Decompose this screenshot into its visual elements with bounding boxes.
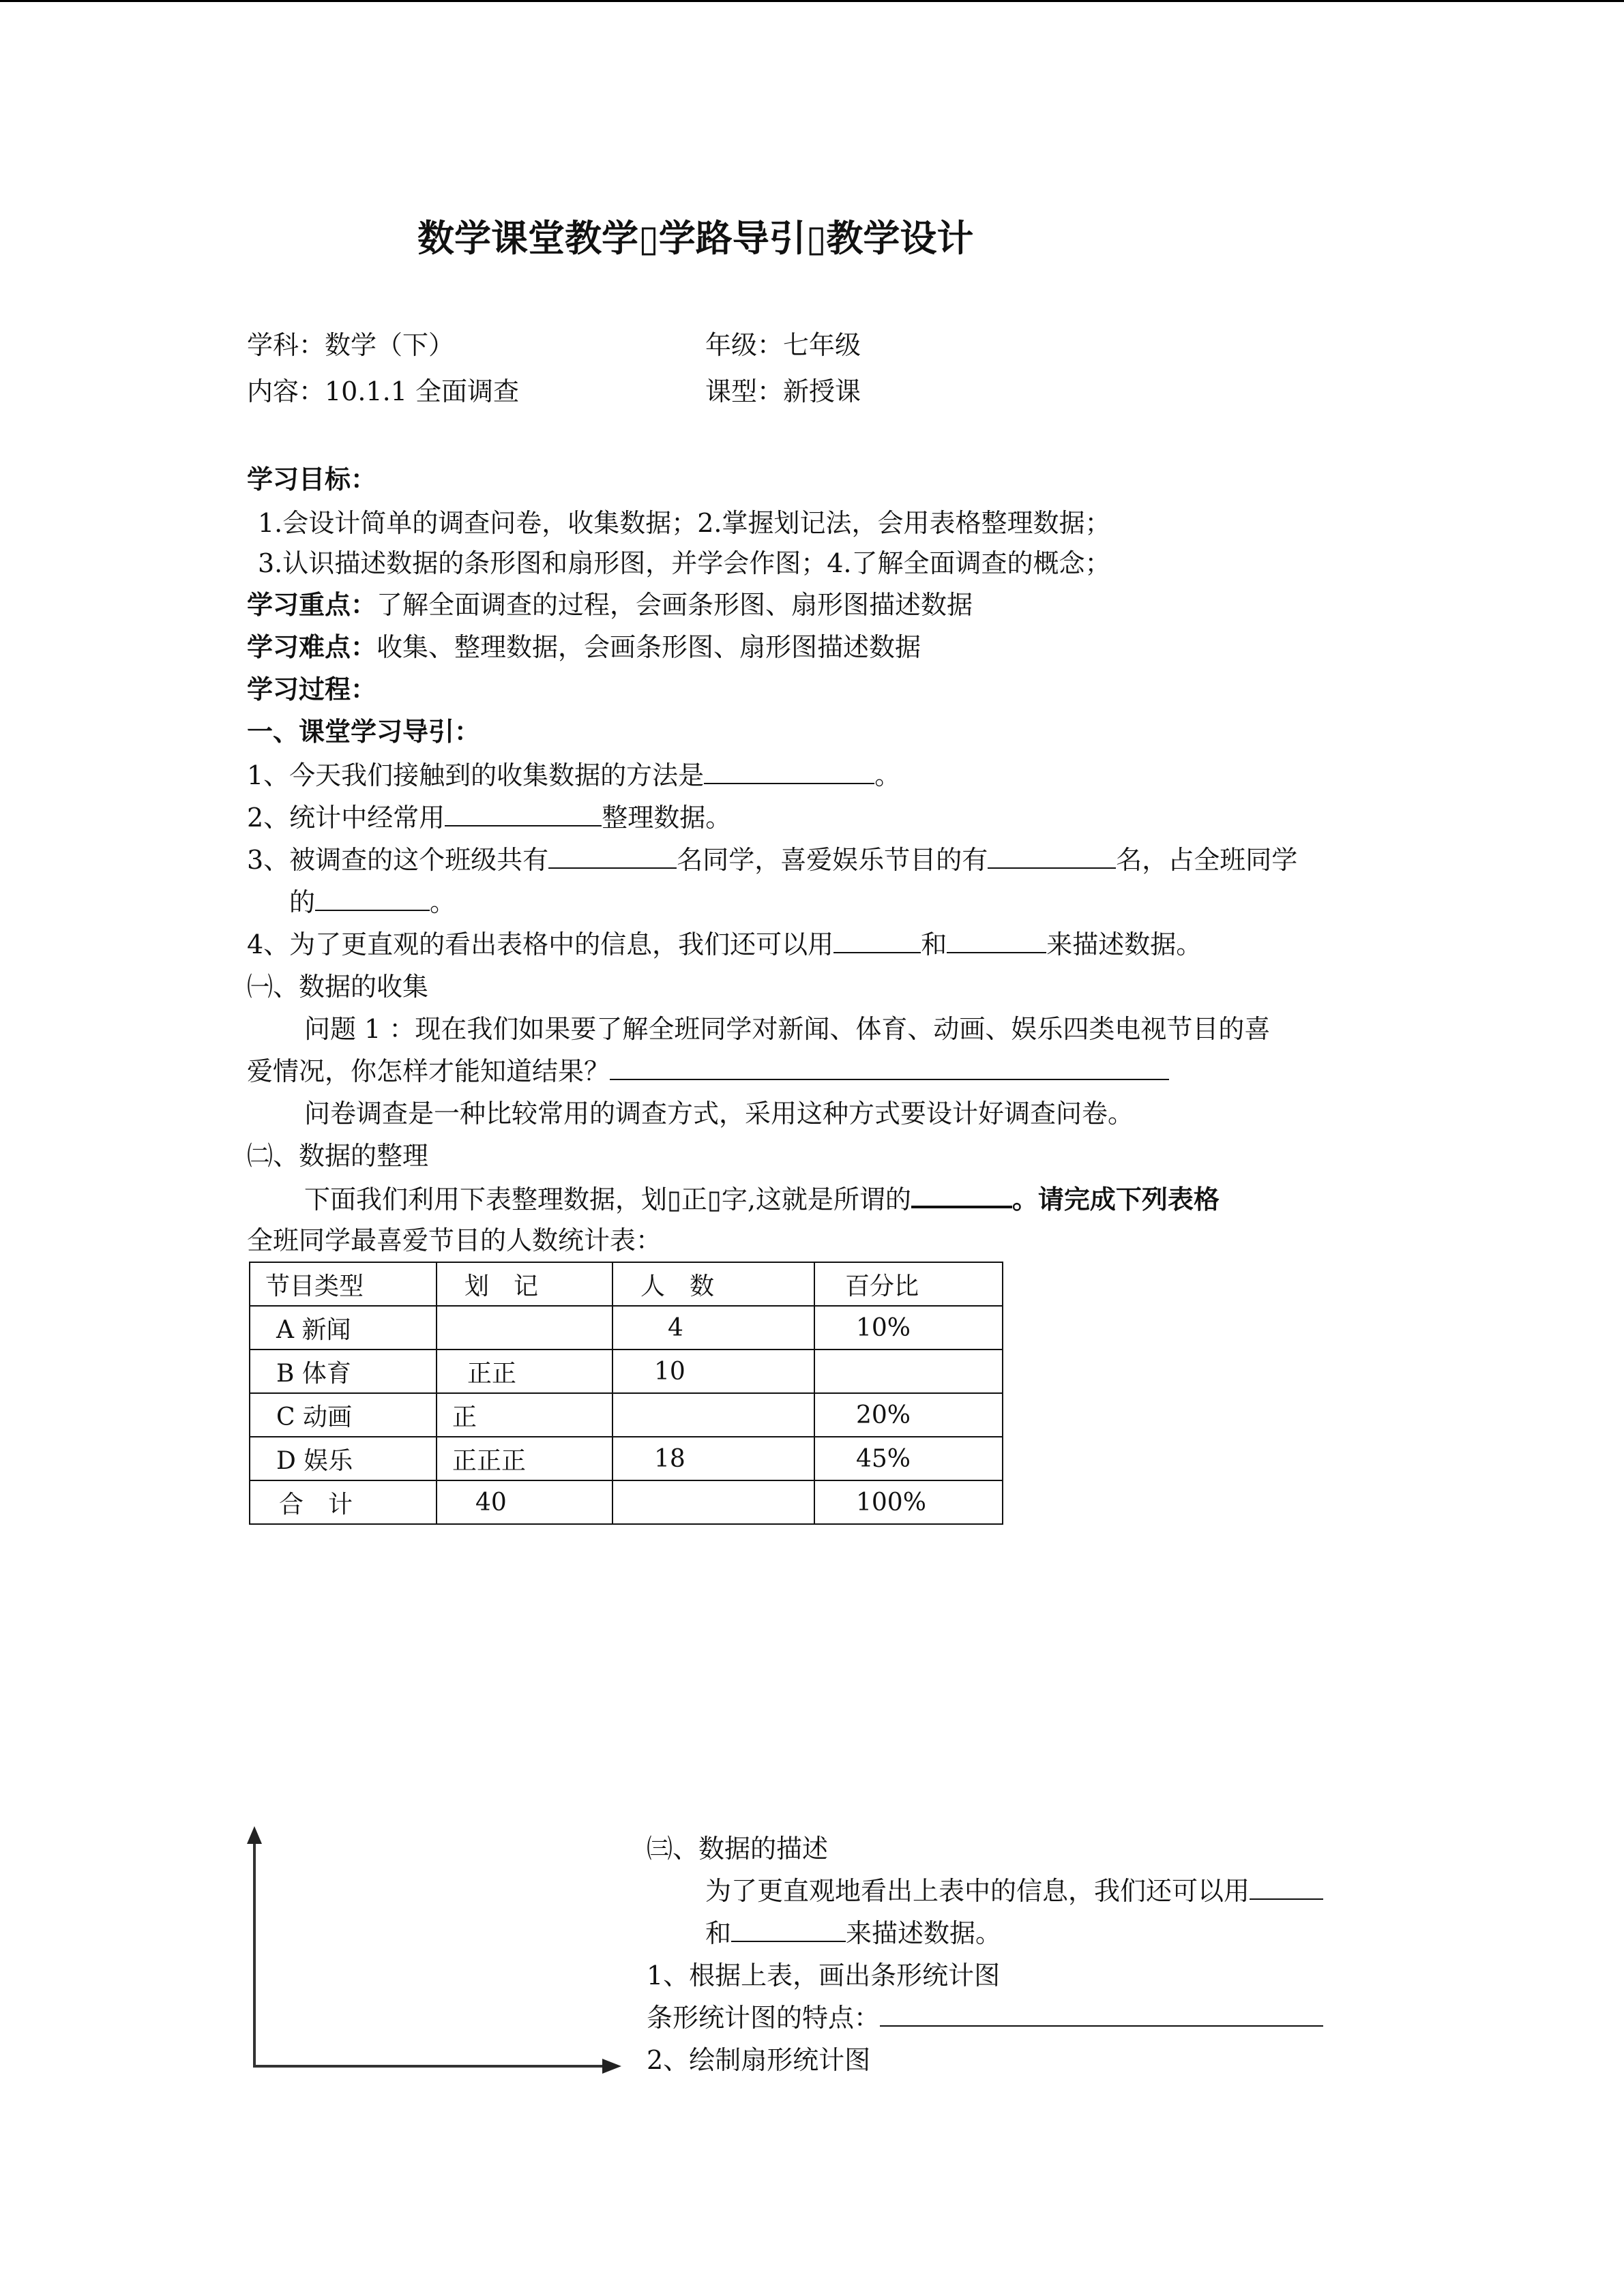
y-axis-arrow-icon xyxy=(247,1826,262,1844)
key-point-text: 了解全面调查的过程，会画条形图、扇形图描述数据 xyxy=(377,590,973,620)
problem-1-answer-blank[interactable] xyxy=(610,1058,1169,1080)
objectives-line-2: 3.认识描述数据的条形图和扇形图，并学会作图；4.了解全面调查的概念； xyxy=(258,548,1111,578)
grade-label: 年级：七年级 xyxy=(705,330,861,360)
subsection-2-heading: ㈡、数据的整理 xyxy=(247,1141,429,1171)
task-pie-chart: 2、绘制扇形统计图 xyxy=(647,2045,871,2075)
key-point-label: 学习重点： xyxy=(247,589,377,620)
question-4: 4、为了更直观的看出表格中的信息，我们还可以用 和 来描述数据。 xyxy=(247,929,1202,959)
top-border xyxy=(0,0,1624,2)
difficulty-text: 收集、整理数据，会画条形图、扇形图描述数据 xyxy=(377,632,921,662)
task-bar-chart: 1、根据上表，画出条形统计图 xyxy=(647,1960,1001,1991)
tally-method-blank[interactable] xyxy=(911,1185,1012,1208)
subsection-3-heading: ㈢、数据的描述 xyxy=(647,1834,829,1864)
tally-intro: 下面我们利用下表整理数据，划▯正▯字,这就是所谓的 。请完成下列表格 xyxy=(304,1184,1220,1214)
x-axis-arrow-icon xyxy=(602,2059,621,2074)
subsection-1-heading: ㈠、数据的收集 xyxy=(247,972,429,1002)
program-stats-table xyxy=(249,1262,1003,1525)
question-2: 2、统计中经常用 整理数据。 xyxy=(247,803,732,833)
objectives-heading: 学习目标： xyxy=(247,464,377,494)
page-title: 数学课堂教学▯学路导引▯教学设计 xyxy=(417,216,974,260)
description-line-2: 和 来描述数据。 xyxy=(705,1918,1002,1948)
table-caption: 全班同学最喜爱节目的人数统计表： xyxy=(247,1225,662,1255)
table-row: D 娱乐 正正正 18 45% xyxy=(250,1437,1003,1480)
difficulty-label: 学习难点： xyxy=(247,631,377,662)
survey-note: 问卷调查是一种比较常用的调查方式，采用这种方式要设计好调查问卷。 xyxy=(304,1099,1134,1129)
features-blank[interactable] xyxy=(880,2005,1323,2027)
answer-blank-3b[interactable] xyxy=(988,847,1116,869)
table-header-cell: 百分比 xyxy=(814,1262,1003,1306)
table-row: C 动画 正 20% xyxy=(250,1393,1003,1437)
lesson-type-label: 课型：新授课 xyxy=(705,376,861,406)
description-blank-2[interactable] xyxy=(731,1920,846,1942)
question-1: 1、今天我们接触到的收集数据的方法是 。 xyxy=(247,760,901,790)
key-point xyxy=(247,589,973,620)
problem-1-line-2: 爱情况，你怎样才能知道结果？ xyxy=(247,1058,1169,1084)
section-1-heading: 一、课堂学习导引： xyxy=(247,716,481,747)
answer-blank-4b[interactable] xyxy=(947,931,1046,953)
answer-blank-3c[interactable] xyxy=(315,889,430,911)
table-header-row xyxy=(250,1262,1003,1306)
table-header-cell: 划 记 xyxy=(437,1262,612,1306)
table-row: A 新闻 4 10% xyxy=(250,1306,1003,1350)
difficulty xyxy=(247,631,921,662)
answer-blank-3a[interactable] xyxy=(548,847,677,869)
blank-bar-chart-axes xyxy=(242,1821,624,2107)
table-row: B 体育 正正 10 xyxy=(250,1350,1003,1393)
table-header-cell: 人 数 xyxy=(612,1262,814,1306)
table-header-cell: 节目类型 xyxy=(250,1262,437,1306)
question-3-cont: 的 。 xyxy=(289,887,456,917)
objectives-line-1: 1.会设计简单的调查问卷，收集数据；2.掌握划记法，会用表格整理数据； xyxy=(258,508,1111,538)
description-line-1: 为了更直观地看出上表中的信息，我们还可以用 xyxy=(705,1878,1323,1904)
content-label: 内容：10.1.1 全面调查 xyxy=(247,376,519,406)
answer-blank-2[interactable] xyxy=(445,805,602,826)
answer-blank-4a[interactable] xyxy=(833,931,921,953)
process-heading: 学习过程： xyxy=(247,674,377,704)
subject-label: 学科：数学（下） xyxy=(247,330,455,360)
question-3: 3、被调查的这个班级共有 名同学，喜爱娱乐节目的有 名，占全班同学 xyxy=(247,845,1298,875)
description-blank-1[interactable] xyxy=(1250,1878,1323,1900)
problem-1-line-1: 问题 1 ：现在我们如果要了解全班同学对新闻、体育、动画、娱乐四类电视节目的喜 xyxy=(304,1014,1271,1044)
answer-blank-1[interactable] xyxy=(704,762,874,784)
table-row: 合 计 40 100% xyxy=(250,1480,1003,1524)
bar-chart-features: 条形统计图的特点： xyxy=(647,2005,1323,2031)
